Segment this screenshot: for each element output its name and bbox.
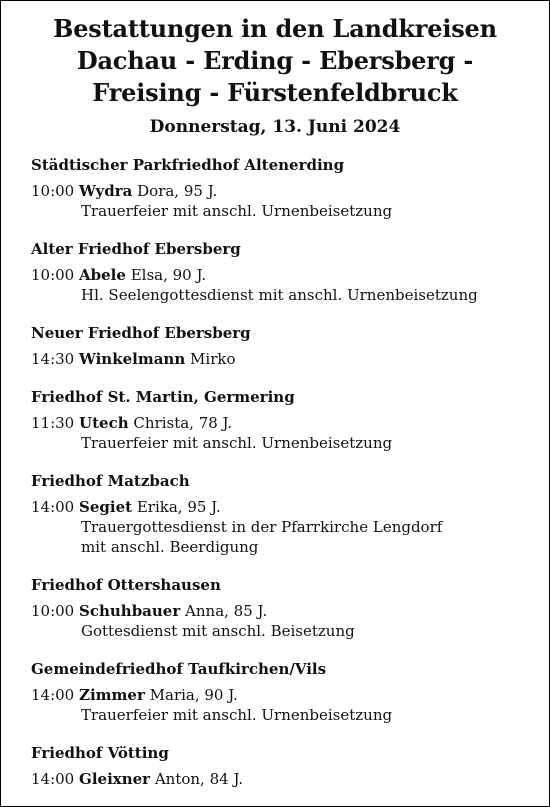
burial-entry [31,685,238,705]
cemetery-heading: Friedhof St. Martin, Germering [31,388,295,406]
ceremony-detail: Gottesdienst mit anschl. Beisetzung [81,622,355,640]
burial-time: 11:30 [31,414,75,432]
deceased-firstname-age: Erika, 95 J. [136,498,221,516]
deceased-surname: Segiet [79,498,133,516]
deceased-firstname-age: Anton, 84 J. [154,770,244,788]
page-title-line-2: Dachau - Erding - Ebersberg - [76,46,474,75]
deceased-surname: Wydra [79,182,133,200]
ceremony-detail: Trauerfeier mit anschl. Urnenbeisetzung [81,434,393,452]
ceremony-detail: Trauerfeier mit anschl. Urnenbeisetzung [81,706,393,724]
cemetery-heading: Städtischer Parkfriedhof Altenerding [31,156,345,174]
page-title-line-1: Bestattungen in den Landkreisen [53,14,497,43]
deceased-surname: Abele [79,266,126,284]
burial-entry [31,181,217,201]
deceased-surname: Zimmer [79,686,145,704]
deceased-firstname-age: Christa, 78 J. [133,414,233,432]
ceremony-detail: Trauerfeier mit anschl. Urnenbeisetzung [81,202,393,220]
burial-time: 14:00 [31,686,75,704]
cemetery-heading: Friedhof Matzbach [31,472,190,490]
cemetery-heading: Neuer Friedhof Ebersberg [31,324,251,342]
burial-entry [31,265,206,285]
deceased-surname: Gleixner [79,770,151,788]
burial-time: 14:00 [31,770,75,788]
burial-time: 14:00 [31,498,75,516]
burial-entry [31,497,221,517]
burial-time: 10:00 [31,602,75,620]
ceremony-detail: Hl. Seelengottesdienst mit anschl. Urnenbeisetzung [81,286,478,304]
burial-entry [31,769,243,789]
ceremony-detail: Trauergottesdienst in der Pfarrkirche Lengdorf [81,518,443,536]
page-title-line-3: Freising - Fürstenfeldbruck [92,78,458,107]
burial-time: 10:00 [31,266,75,284]
deceased-firstname-age: Elsa, 90 J. [130,266,207,284]
burial-entry [31,601,267,621]
deceased-surname: Schuhbauer [79,602,181,620]
cemetery-heading: Friedhof Vötting [31,744,169,762]
burial-entry [31,349,235,369]
deceased-surname: Utech [79,414,129,432]
deceased-firstname-age: Dora, 95 J. [137,182,218,200]
date-line: Donnerstag, 13. Juni 2024 [149,117,401,137]
burial-entry [31,413,232,433]
burial-time: 14:30 [31,350,75,368]
cemetery-heading: Alter Friedhof Ebersberg [31,240,241,258]
deceased-firstname-age: Maria, 90 J. [149,686,238,704]
deceased-surname: Winkelmann [79,350,186,368]
deceased-firstname: Mirko [190,350,236,368]
ceremony-detail: mit anschl. Beerdigung [81,538,259,556]
cemetery-heading: Gemeindefriedhof Taufkirchen/Vils [31,660,327,678]
burial-time: 10:00 [31,182,75,200]
deceased-firstname-age: Anna, 85 J. [185,602,268,620]
cemetery-heading: Friedhof Ottershausen [31,576,221,594]
